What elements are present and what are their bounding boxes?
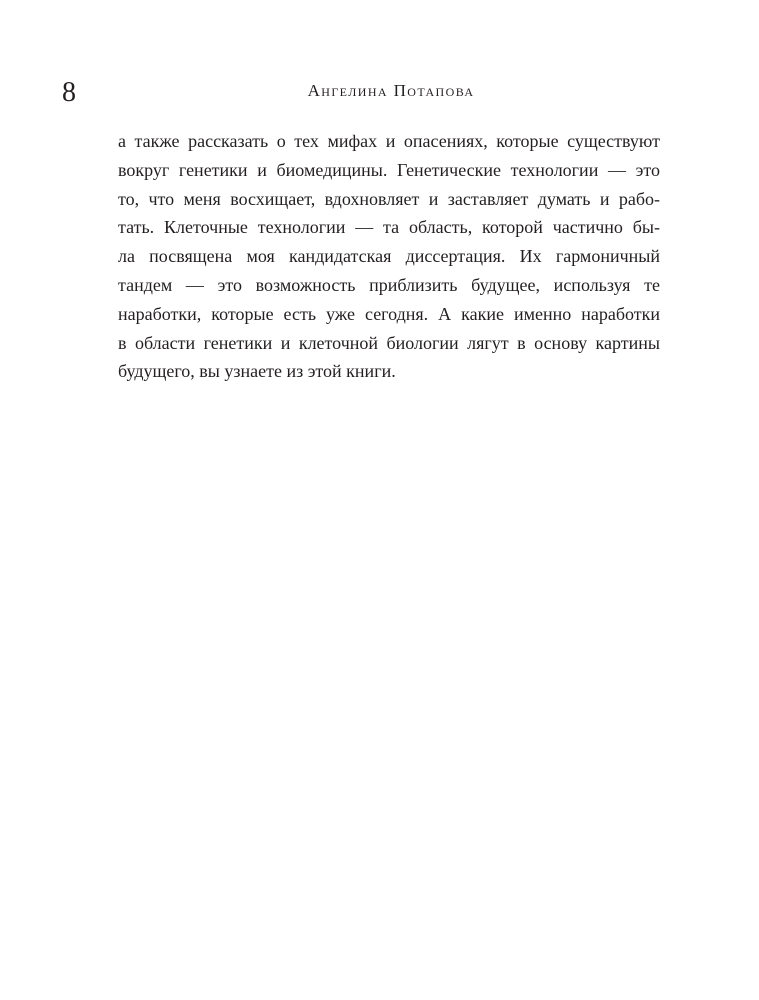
text-line: в области генетики и клеточной биологии лягут в основу картины: [118, 332, 660, 353]
text-line: то, что меня восхищает, вдохновляет и заставляет думать и рабо-: [118, 188, 660, 209]
text-line: будущего, вы узнаете из этой книги.: [118, 361, 396, 382]
text-line: тандем — это возможность приблизить будущее, используя те: [118, 274, 660, 295]
text-line: вокруг генетики и биомедицины. Генетические технологии — это: [118, 159, 660, 180]
text-line: а также рассказать о тех мифах и опасениях, которые существуют: [118, 131, 660, 151]
text-line: тать. Клеточные технологии — та область, которой частично бы-: [118, 217, 660, 238]
running-header-author: Ангелина Потапова: [307, 81, 475, 100]
text-line: ла посвящена моя кандидатская диссертация. Их гармоничный: [118, 246, 660, 267]
body-paragraph: [118, 127, 660, 386]
page-number: 8: [62, 77, 76, 108]
text-line: наработки, которые есть уже сегодня. А какие именно наработки: [118, 303, 660, 324]
